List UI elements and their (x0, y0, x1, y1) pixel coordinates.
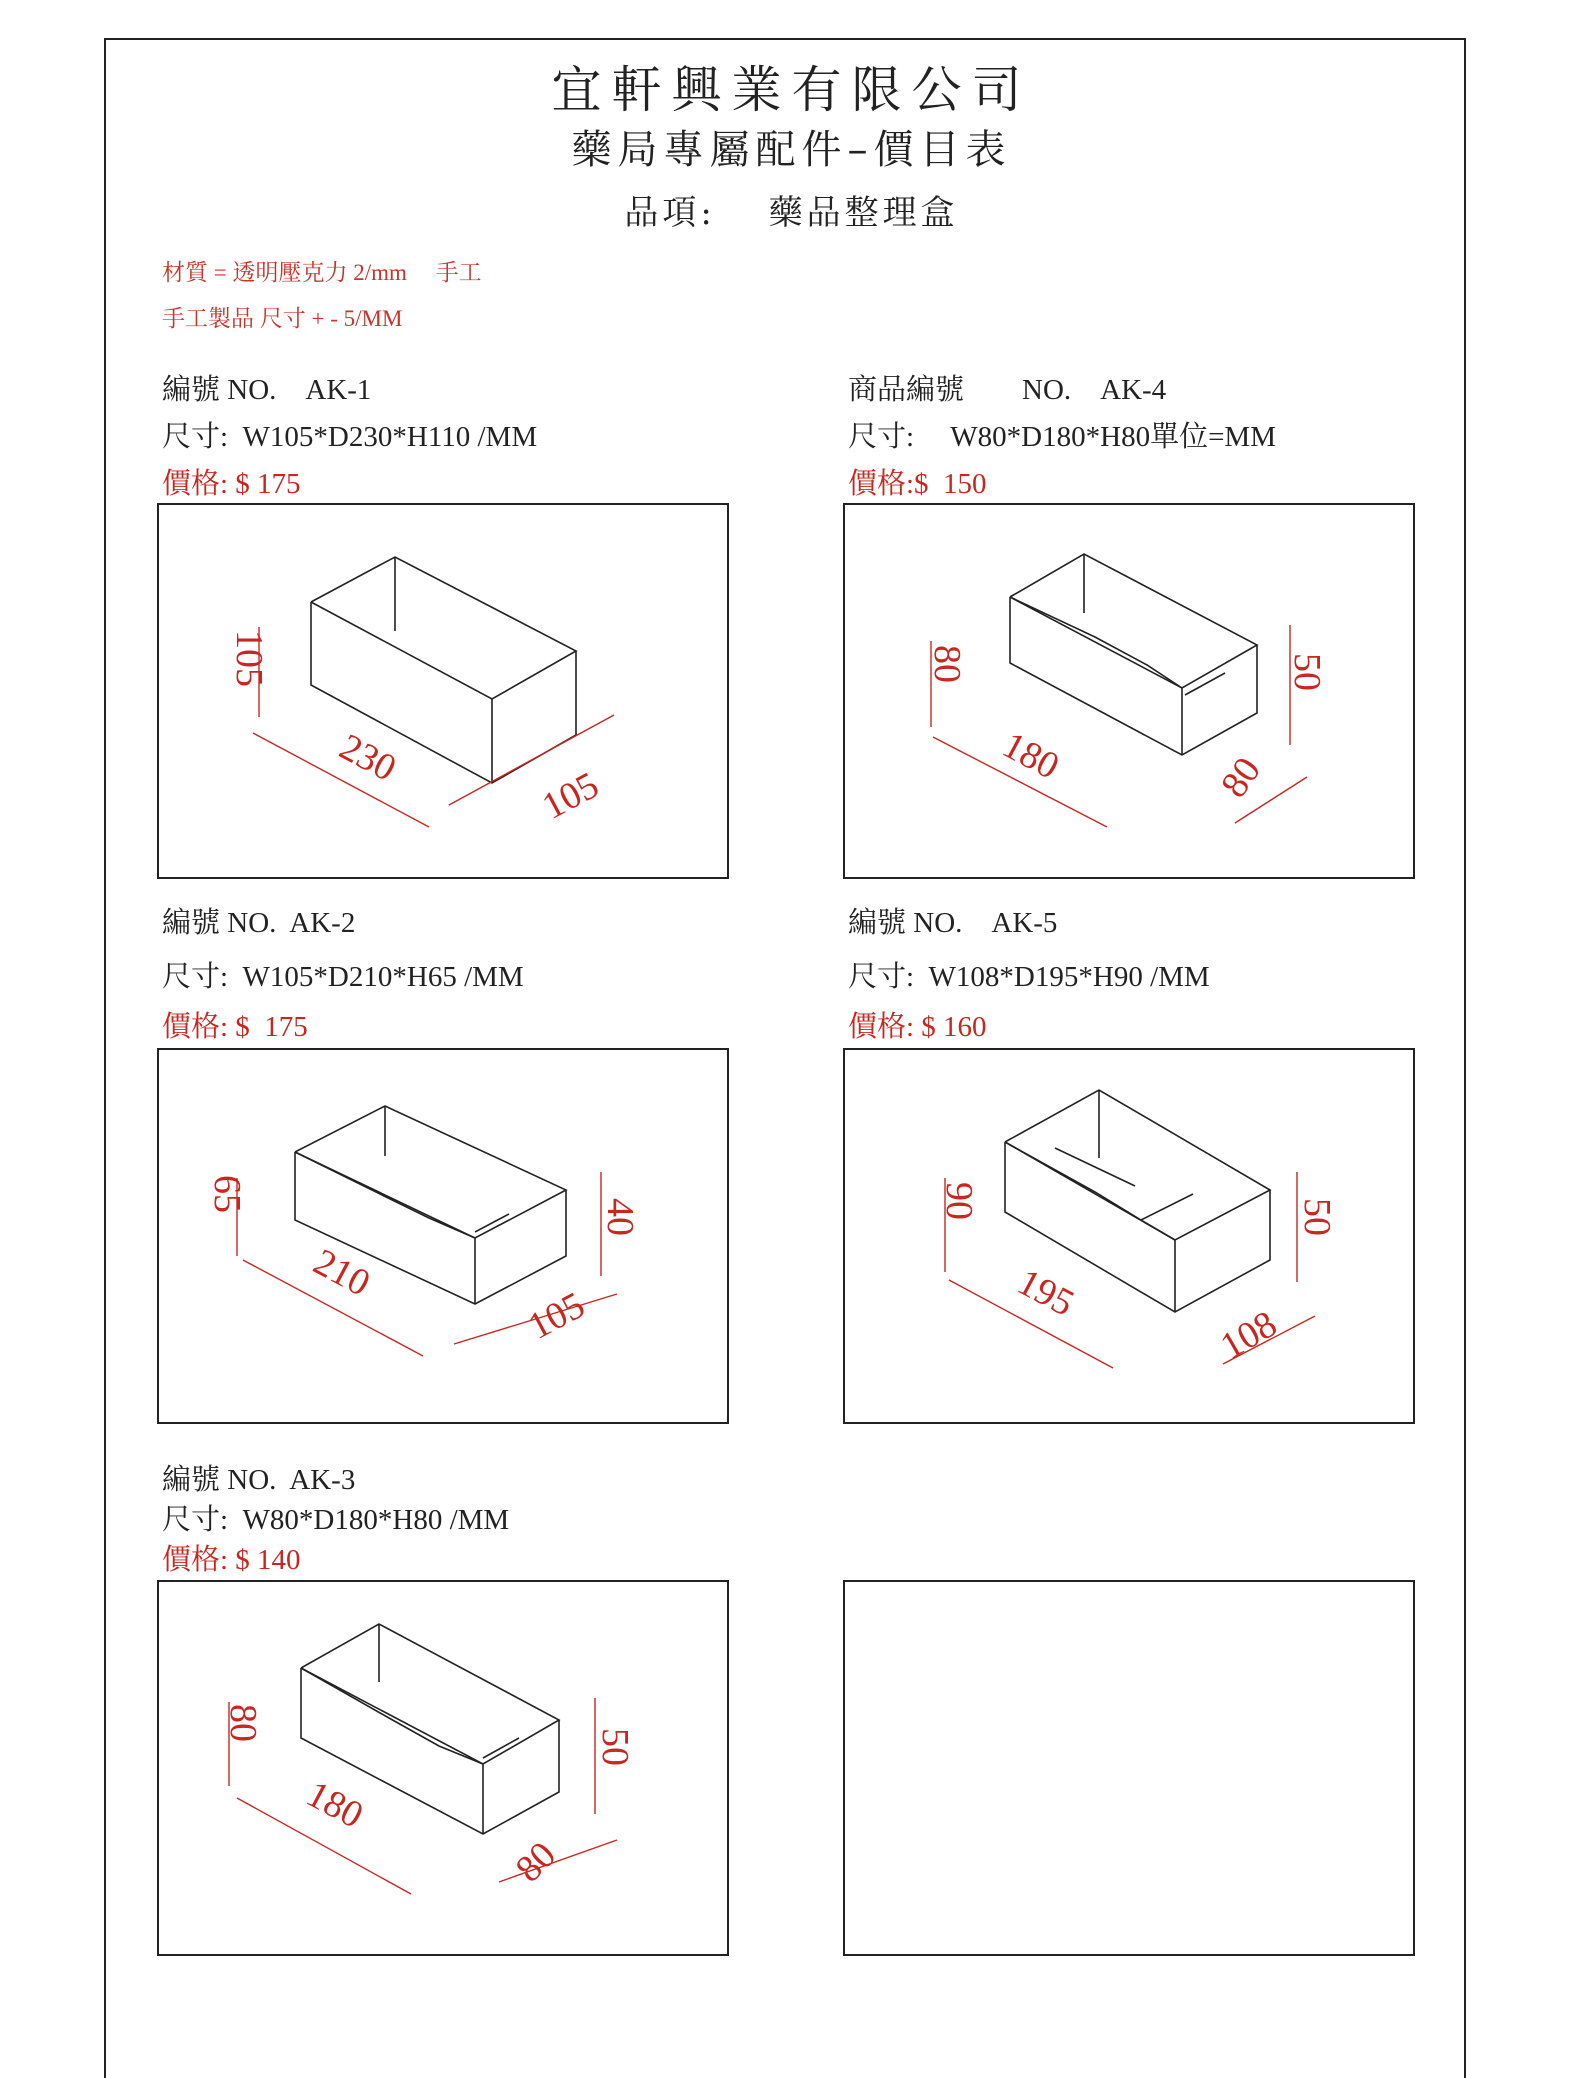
product-drawing-ak3 (157, 1580, 729, 1956)
product-price: 價格:$ 150 (848, 468, 987, 500)
product-drawing-ak4 (843, 503, 1415, 879)
product-size: 尺寸: W80*D180*H80單位=MM (848, 421, 1276, 453)
product-number: 商品編號 NO. AK-4 (848, 374, 1167, 406)
product-info-ak4 (848, 367, 1276, 508)
product-number: 編號 NO. AK-1 (162, 374, 372, 406)
dim-height-ak3: 80 (222, 1704, 264, 1742)
product-drawing-ak1 (157, 503, 729, 879)
dim-width-ak2: 105 (521, 1284, 592, 1348)
dim-inner-height-ak2: 40 (599, 1198, 641, 1236)
product-price: 價格: $ 140 (162, 1544, 301, 1576)
item-category: 品項: 藥品整理盒 (624, 193, 959, 233)
product-price: 價格: $ 175 (162, 1011, 308, 1043)
dim-width-ak4: 80 (1212, 749, 1270, 806)
document-subtitle: 藥局專屬配件–價目表 (571, 127, 1012, 173)
product-drawing-ak5 (843, 1048, 1415, 1424)
product-number: 編號 NO. AK-5 (848, 907, 1058, 939)
product-size: 尺寸: W105*D210*H65 /MM (162, 961, 524, 993)
dim-inner-height-ak4: 50 (1286, 653, 1328, 691)
material-note: 材質 = 透明壓克力 2/mm 手工 (162, 260, 482, 285)
dim-depth-ak1: 230 (332, 725, 403, 790)
product-info-ak1 (162, 367, 537, 508)
dim-height-ak1: 105 (228, 630, 270, 687)
dim-inner-height-ak5: 50 (1296, 1198, 1338, 1236)
dim-depth-ak3: 180 (299, 1772, 370, 1837)
product-size: 尺寸: W80*D180*H80 /MM (162, 1504, 510, 1536)
product-size: 尺寸: W105*D230*H110 /MM (162, 421, 538, 453)
dim-width-ak3: 80 (507, 1833, 565, 1891)
company-title: 宜軒興業有限公司 (551, 61, 1032, 119)
product-drawing-ak2 (157, 1048, 729, 1424)
dim-depth-ak4: 180 (995, 723, 1066, 788)
product-number: 編號 NO. AK-2 (162, 907, 356, 939)
tolerance-note: 手工製品 尺寸 + - 5/MM (162, 306, 403, 331)
dim-depth-ak2: 210 (306, 1240, 377, 1305)
dim-depth-ak5: 195 (1010, 1260, 1081, 1325)
product-size: 尺寸: W108*D195*H90 /MM (848, 961, 1210, 993)
product-price: 價格: $ 160 (848, 1011, 987, 1043)
dim-height-ak4: 80 (926, 645, 968, 683)
product-price: 價格: $ 175 (162, 468, 301, 500)
dim-inner-height-ak3: 50 (594, 1728, 636, 1766)
product-info-ak2 (162, 896, 524, 1051)
empty-drawing-box (843, 1580, 1415, 1956)
dim-width-ak5: 108 (1213, 1302, 1284, 1368)
dim-height-ak2: 65 (206, 1175, 248, 1213)
product-number: 編號 NO. AK-3 (162, 1464, 356, 1496)
product-info-ak3 (162, 1460, 509, 1580)
dim-height-ak5: 90 (938, 1182, 980, 1220)
dim-width-ak1: 105 (535, 764, 606, 828)
box-outline-ak4 (1010, 554, 1257, 755)
product-info-ak5 (848, 896, 1210, 1051)
